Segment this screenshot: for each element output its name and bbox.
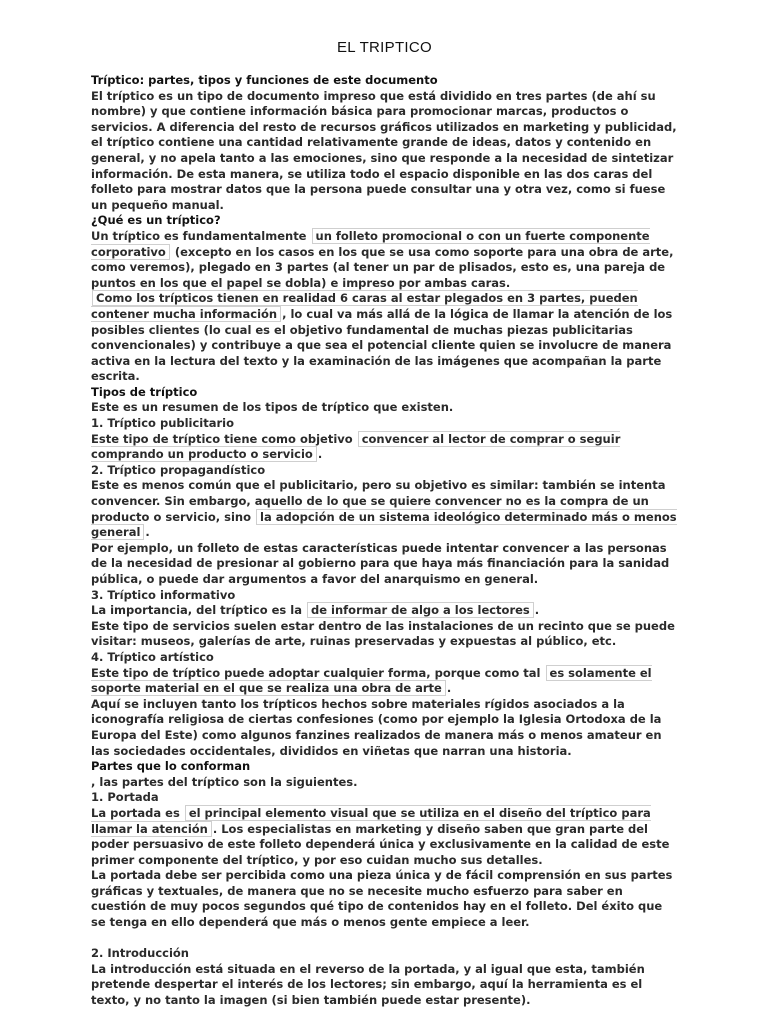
paragraph-six-faces bbox=[91, 291, 678, 385]
paragraph-definition bbox=[91, 229, 678, 291]
type-3-highlight: de informar de algo a los lectores bbox=[307, 602, 534, 618]
part-1-heading: 1. Portada bbox=[91, 790, 159, 805]
type-1-text: Este tipo de tríptico tiene como objetivo bbox=[91, 431, 353, 446]
type-2-paragraph bbox=[91, 478, 678, 540]
highlighted-definition: un folleto promocional o con un fuerte componente corporativo bbox=[91, 228, 650, 259]
type-3-extra: Este tipo de servicios suelen estar dentro de las instalaciones de un recinto que se puede visitar: museos, galerías de arte, ruinas preservadas y expuestas al público, etc. bbox=[91, 618, 675, 649]
type-3-period: . bbox=[534, 603, 540, 618]
type-1-heading: 1. Tríptico publicitario bbox=[91, 416, 235, 431]
highlighted-six-faces: Como los trípticos tienen en realidad 6 caras al estar plegados en 3 partes, pueden contener mucha información bbox=[91, 291, 638, 321]
definition-text: Un tríptico es fundamentalmente bbox=[91, 228, 307, 243]
section-heading-types: Tipos de tríptico bbox=[91, 384, 198, 399]
part-2-paragraph: La introducción está situada en el reverso de la portada, y al igual que esta, también pretende despertar el interés de los lectores; sin embargo, aquí la herramienta es el texto, y no tanto la imagen (si bien también puede estar presente). bbox=[91, 961, 645, 1008]
part-1-highlight: el principal elemento visual que se utiliza en el diseño del tríptico para llamar la atención bbox=[91, 805, 651, 836]
part-1-text-cont: . Los especialistas en marketing y diseño saben que gran parte del poder persuasivo de este folleto dependerá única y exclusivamente en la calidad de este primer componente del tríptico, y por eso cuidan mucho sus detalles. bbox=[91, 821, 670, 867]
type-2-text: Este es menos común que el publicitario, pero su objetivo es similar: también se intenta convencer. Sin embargo, aquello de lo que se quiere convencer no es la compra de un producto o servicio, sino bbox=[91, 478, 666, 524]
type-3-heading: 3. Tríptico informativo bbox=[91, 587, 236, 602]
type-2-period: . bbox=[145, 525, 150, 540]
type-4-highlight: es solamente el soporte material en el que se realiza una obra de arte bbox=[91, 665, 652, 696]
intro-paragraph: El tríptico es un tipo de documento impreso que está dividido en tres partes (de ahí su nombre) y que contiene información básica para promocionar marcas, productos o servicios. A diferencia del resto de recursos gráficos utilizados en marketing y publicidad, el tríptico contiene una cantidad relativamente grande de ideas, datos y contenido en general, y no apela tanto a las emociones, sino que responde a la necesidad de sintetizar información. De esta manera, se utiliza todo el espacio disponible en las dos caras del folleto para mostrar datos que la persona puede consultar una y otra vez, como si fuese un pequeño manual. bbox=[91, 88, 677, 212]
document-body bbox=[91, 73, 678, 1009]
parts-intro: , las partes del tríptico son la siguientes. bbox=[91, 774, 358, 789]
type-4-paragraph bbox=[91, 666, 678, 697]
section-heading-parts: Partes que lo conforman bbox=[91, 759, 251, 774]
types-intro: Este es un resumen de los tipos de tríptico que existen. bbox=[91, 400, 454, 415]
type-3-paragraph bbox=[91, 603, 678, 619]
paragraph-gap bbox=[91, 931, 678, 947]
type-3-text: La importancia, del tríptico es la bbox=[91, 603, 302, 618]
six-faces-text: , lo cual va más allá de la lógica de llamar la atención de los posibles clientes (lo cual es el objetivo fundamental de muchas piezas publicitarias convencionales) y contribuye a que sea el potencial cliente quien se involucre de manera activa en la lectura del texto y la examinación de las imágenes que acompañan la parte escrita. bbox=[91, 306, 673, 384]
type-1-paragraph bbox=[91, 432, 678, 463]
type-2-heading: 2. Tríptico propagandístico bbox=[91, 462, 266, 477]
part-1-text: La portada es bbox=[91, 805, 180, 820]
type-4-extra: Aquí se incluyen tanto los trípticos hechos sobre materiales rígidos asociados a la iconografía religiosa de ciertas confesiones (como por ejemplo la Iglesia Ortodoxa de la Europa del Este) como algunos fanzines realizados de manera más o menos amateur en las sociedades occidentales, divididos en viñetas que narran una historia. bbox=[91, 696, 662, 758]
definition-text-cont: (excepto en los casos en los que se usa como soporte para una obra de arte, como veremos), plegado en 3 partes (al tener un par de plisados, esto es, una pareja de puntos en los que el papel se dobla) e impreso por ambas caras. bbox=[91, 244, 674, 290]
document-title: EL TRIPTICO bbox=[337, 39, 432, 56]
type-4-period: . bbox=[446, 681, 452, 696]
type-1-period: . bbox=[317, 447, 323, 462]
type-4-heading: 4. Tríptico artístico bbox=[91, 649, 214, 664]
part-1-extra: La portada debe ser percibida como una pieza única y de fácil comprensión en sus partes gráficas y textuales, de manera que no se necesite mucho esfuerzo para saber en cuestión de muy pocos segundos qué tipo de contenidos hay en el folleto. Del éxito que se tenga en ello dependerá que más o menos gente empiece a leer. bbox=[91, 868, 673, 930]
type-2-example: Por ejemplo, un folleto de estas características puede intentar convencer a las personas de la necesidad de presionar al gobierno para que haya más financiación para la sanidad pública, o puede dar argumentos a favor del anarquismo en general. bbox=[91, 540, 670, 586]
type-2-highlight: la adopción de un sistema ideológico determinado más o menos general bbox=[91, 509, 677, 540]
part-2-heading: 2. Introducción bbox=[91, 946, 189, 961]
type-1-highlight: convencer al lector de comprar o seguir comprando un producto o servicio bbox=[91, 431, 621, 462]
section-heading-what-is: ¿Qué es un tríptico? bbox=[91, 213, 221, 228]
part-1-paragraph bbox=[91, 806, 678, 868]
main-heading: Tríptico: partes, tipos y funciones de este documento bbox=[91, 73, 438, 87]
type-4-text: Este tipo de tríptico puede adoptar cualquier forma, porque como tal bbox=[91, 665, 541, 680]
